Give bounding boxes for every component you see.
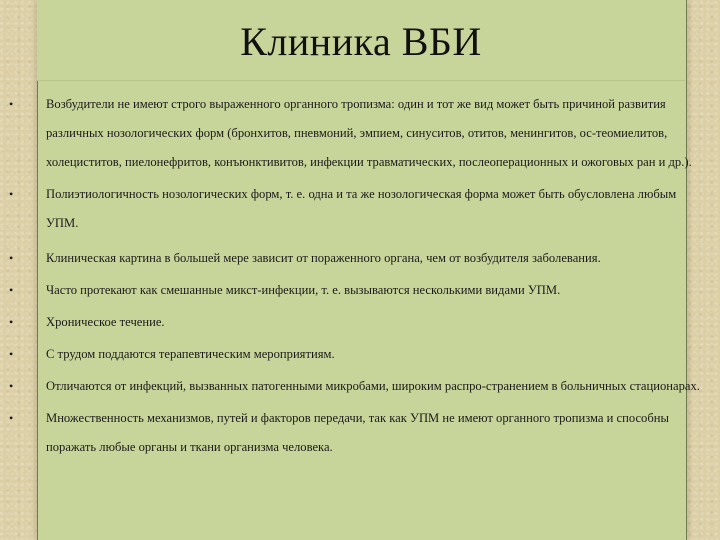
bullet-marker: • <box>9 379 14 393</box>
bullet-text: Часто протекают как смешанные микст-инфекции, т. е. вызываются несколькими видами УПМ. <box>46 283 561 297</box>
bullet-text: Клиническая картина в большей мере зависит от пораженного органа, чем от возбудителя заболевания. <box>46 251 601 265</box>
bullet-item <box>0 308 720 337</box>
bullet-marker: • <box>9 187 14 201</box>
bullet-marker: • <box>9 97 14 111</box>
bullet-item <box>0 276 720 305</box>
bullet-item <box>0 244 720 273</box>
bullet-item <box>0 404 720 462</box>
bullet-text: С трудом поддаются терапевтическим мероприятиям. <box>46 347 335 361</box>
bullet-item <box>0 180 720 238</box>
bullet-text: Полиэтиологичность нозологических форм, т. е. одна и та же нозологическая форма может быть обусловлена любым УПМ. <box>46 187 677 230</box>
bullet-text: Возбудители не имеют строго выраженного органного тропизма: один и тот же вид может быть причиной развития различных нозологических форм (бронхитов, пневмоний, эмпием, синуситов, отитов, менингитов, ос-теомиелитов, холециститов, пиелонефритов, конъюнктивитов, инфекции травматических, послеоперационных и ожоговых ран и др.). <box>46 97 692 169</box>
slide-title: Клиника ВБИ <box>240 19 482 64</box>
bullet-marker: • <box>9 251 14 265</box>
title-box <box>37 0 685 81</box>
bullet-marker: • <box>9 411 14 425</box>
bullet-text: Хроническое течение. <box>46 315 165 329</box>
bullet-item <box>0 372 720 401</box>
bullet-marker: • <box>9 347 14 361</box>
bullet-marker: • <box>9 315 14 329</box>
bullet-item <box>0 340 720 369</box>
bullet-list <box>0 90 720 462</box>
bullet-marker: • <box>9 283 14 297</box>
bullet-text: Множественность механизмов, путей и факторов передачи, так как УПМ не имеют органного тропизма и способны поражать любые органы и ткани организма человека. <box>46 411 669 454</box>
bullet-item <box>0 90 720 177</box>
bullet-text: Отличаются от инфекций, вызванных патогенными микробами, широким распро-странением в больничных стационарах. <box>46 379 700 393</box>
